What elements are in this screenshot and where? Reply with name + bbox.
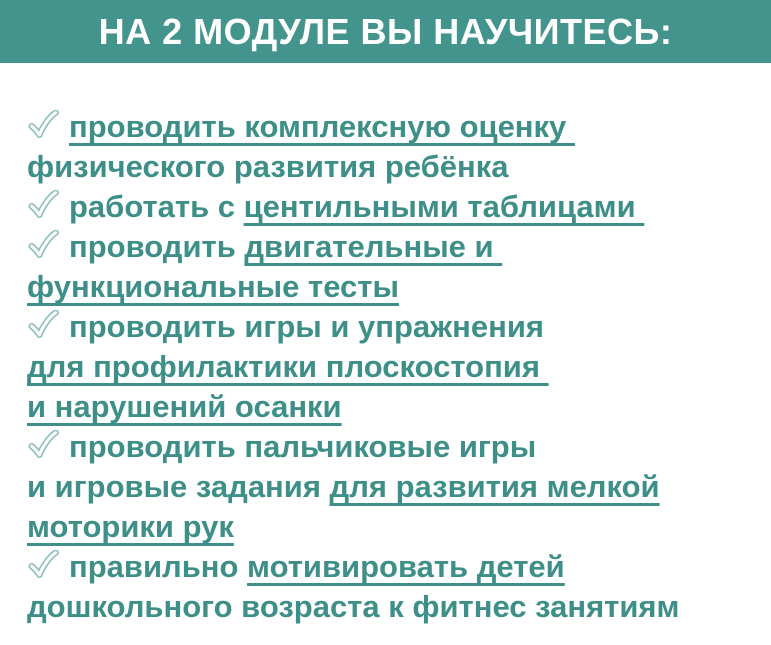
check-icon [27,230,60,259]
plain-text: дошкольного возраста к фитнес занятиям [27,589,680,624]
learning-outcomes-list [0,63,771,627]
plain-text: проводить игры и упражнения [69,309,544,344]
check-icon [27,190,60,219]
plain-text: правильно [69,549,248,584]
underlined-phrase: центильными таблицами [243,189,645,224]
check-icon [27,550,60,579]
underlined-phrase: моторики рук [27,509,234,544]
list-item [27,227,751,307]
underlined-phrase: функциональные тесты [27,269,399,304]
list-item [27,307,751,427]
header-banner [0,0,771,63]
page-title: НА 2 МОДУЛЕ ВЫ НАУЧИТЕСЬ: [98,10,673,52]
list-item [27,107,751,187]
check-icon [27,430,60,459]
underlined-phrase: проводить комплексную оценку [69,109,575,144]
list-item [27,547,751,627]
underlined-phrase: для профилактики плоскостопия [27,349,549,384]
check-icon [27,110,60,139]
plain-text: работать с [69,189,244,224]
list-item [27,187,751,227]
list-item [27,427,751,547]
plain-text: и игровые задания [27,469,330,504]
plain-text: физического развития ребёнка [27,149,509,184]
plain-text: проводить пальчиковые игры [69,429,537,464]
underlined-phrase: и нарушений осанки [27,389,342,424]
plain-text: проводить [69,229,245,264]
check-icon [27,310,60,339]
underlined-phrase: для развития мелкой [329,469,660,504]
underlined-phrase: мотивировать детей [247,549,565,584]
underlined-phrase: двигательные и [244,229,503,264]
